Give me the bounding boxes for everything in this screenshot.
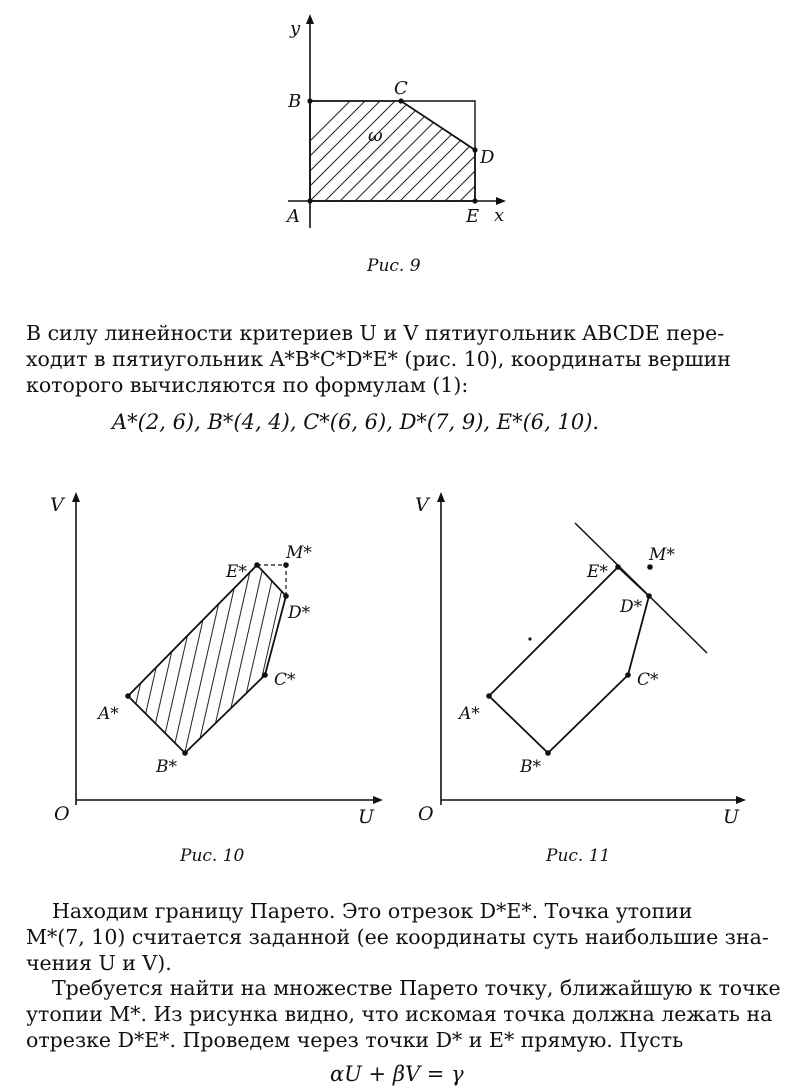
paragraph-3-line: Требуется найти на множестве Парето точку, ближайшую к точке	[52, 976, 781, 1000]
paragraph-2-line: Находим границу Парето. Это отрезок D*E*. Точка утопии	[52, 899, 693, 923]
figure-11	[405, 485, 755, 830]
paragraph-2-line: чения U и V).	[26, 951, 172, 975]
fig11-label-E: E*	[587, 562, 608, 582]
fig11-pentagon	[489, 567, 649, 753]
paragraph-1-line: В силу линейности критериев U и V пятиугольник ABCDE пере-	[26, 321, 725, 345]
fig10-label-B: B*	[156, 757, 177, 777]
fig11-label-A: A*	[459, 704, 480, 724]
fig10-label-M: M*	[286, 543, 312, 563]
fig9-label-A: A	[287, 206, 300, 227]
fig11-label-D: D*	[620, 597, 643, 617]
fig11-label-V: V	[415, 494, 429, 516]
fig11-label-C: C*	[637, 670, 659, 690]
paragraph-3-line: отрезке D*E*. Проведем через точки D* и E* прямую. Пусть	[26, 1028, 684, 1052]
vertex-formula: A*(2, 6), B*(4, 4), C*(6, 6), D*(7, 9), E*(6, 10).	[112, 410, 600, 434]
paragraph-1	[26, 320, 778, 398]
figure-10	[40, 485, 390, 830]
fig9-label-D: D	[480, 147, 495, 168]
fig11-caption: Рис. 11	[546, 846, 611, 866]
fig10-label-U: U	[358, 806, 375, 828]
paragraph-2	[26, 898, 778, 976]
fig10-label-V: V	[50, 494, 64, 516]
fig9-label-C: C	[394, 78, 408, 99]
fig10-label-D: D*	[288, 603, 311, 623]
fig10-label-C: C*	[274, 670, 296, 690]
paragraph-1-line: ходит в пятиугольник A*B*C*D*E* (рис. 10), координаты вершин	[26, 347, 731, 371]
fig10-hatch	[86, 545, 316, 765]
fig10-caption: Рис. 10	[180, 846, 245, 866]
fig10-label-A: A*	[98, 704, 119, 724]
fig11-pareto-line	[575, 523, 707, 653]
fig11-label-O: O	[418, 803, 434, 825]
fig10-label-O: O	[54, 803, 70, 825]
fig9-label-E: E	[466, 206, 480, 227]
fig9-label-B: B	[288, 91, 302, 112]
fig9-x-arrow	[496, 197, 506, 205]
fig9-label-y: y	[290, 18, 301, 39]
fig9-label-omega: ω	[368, 125, 383, 146]
paragraph-3-line: утопии M*. Из рисунка видно, что искомая точка должна лежать на	[26, 1002, 773, 1026]
fig9-label-x: x	[494, 205, 505, 226]
fig11-label-U: U	[723, 806, 740, 828]
figure-9	[270, 10, 520, 250]
fig10-label-E: E*	[226, 562, 247, 582]
fig9-y-arrow	[306, 14, 314, 24]
fig11-label-B: B*	[520, 757, 541, 777]
fig11-label-M: M*	[649, 545, 675, 565]
paragraph-3	[26, 975, 781, 1053]
line-equation: αU + βV = γ	[330, 1062, 464, 1086]
fig10-pentagon	[128, 565, 286, 753]
fig9-caption: Рис. 9	[367, 256, 421, 276]
paragraph-1-line: которого вычисляются по формулам (1):	[26, 373, 469, 397]
paragraph-2-line: M*(7, 10) считается заданной (ее координаты суть наибольшие зна-	[26, 925, 769, 949]
